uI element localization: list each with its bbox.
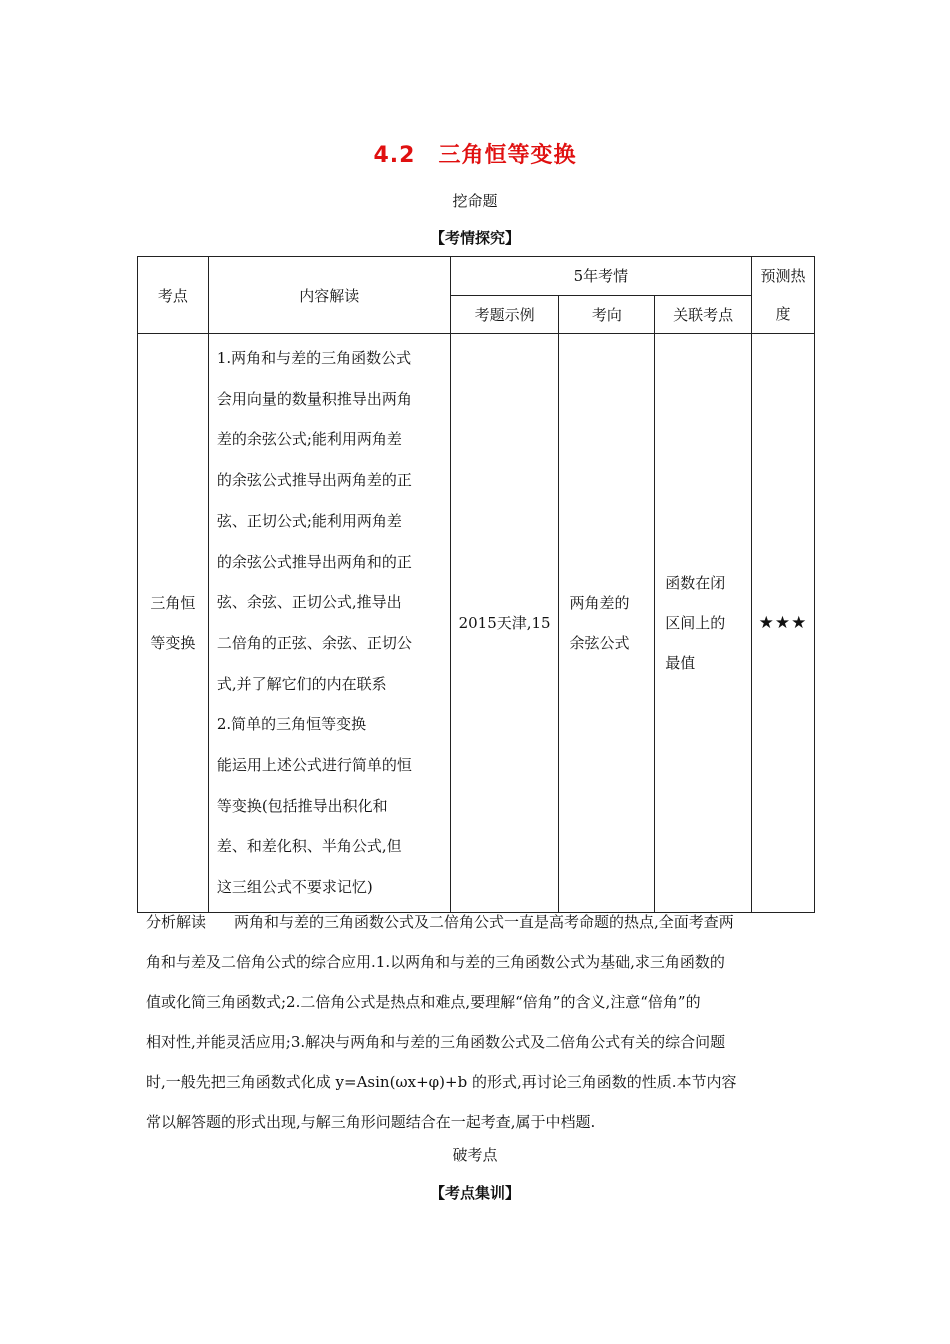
content-line: 1.两角和与差的三角函数公式 (216, 349, 412, 367)
analysis-line: 常以解答题的形式出现,与解三角形问题结合在一起考查,属于中档题. (146, 1113, 596, 1131)
content-line: 能运用上述公式进行简单的恒 (216, 756, 412, 775)
kaodian-line1: 三角恒 (150, 593, 196, 612)
header-forecast-line2: 度 (775, 305, 791, 323)
exam-analysis-table (137, 256, 815, 913)
content-line: 2.简单的三角恒等变换 (216, 715, 367, 734)
header-direction: 考向 (559, 295, 655, 334)
related-line1: 函数在闭 (665, 573, 726, 592)
related-line2: 区间上的 (665, 613, 726, 632)
content-line: 差、和差化积、半角公式,但 (216, 837, 402, 856)
analysis-line: 值或化简三角函数式;2.二倍角公式是热点和难点,要理解“倍角”的含义,注意“倍角”的 (146, 993, 701, 1011)
analysis-label: 分析解读 (146, 913, 207, 931)
subsection-heading-kaoqing: 【考情探究】 (429, 229, 520, 247)
content-line: 二倍角的正弦、余弦、正切公 (216, 633, 412, 652)
header-kaodian: 考点 (138, 257, 209, 334)
direction-line1: 两角差的 (569, 593, 630, 612)
direction-line2: 余弦公式 (569, 633, 630, 652)
content-line: 的余弦公式推导出两角差的正 (216, 471, 412, 490)
analysis-line: 角和与差及二倍角公式的综合应用.1.以两角和与差的三角函数公式为基础,求三角函数的 (146, 953, 725, 971)
related-line3: 最值 (665, 653, 696, 672)
kaodian-line2: 等变换 (150, 633, 196, 652)
page-title: 4.2 三角恒等变换 (373, 143, 577, 168)
analysis-paragraph (146, 902, 814, 1142)
analysis-line: 两角和与差的三角函数公式及二倍角公式一直是高考命题的热点,全面考查两 (234, 913, 734, 931)
header-neirong: 内容解读 (208, 257, 450, 334)
analysis-line: 时,一般先把三角函数式化成 y=Asin(ωx+φ)+b 的形式,再讨论三角函数的性质.本节内容 (146, 1073, 737, 1091)
header-forecast (752, 257, 815, 334)
header-five-year: 5年考情 (450, 257, 751, 296)
content-line: 式,并了解它们的内在联系 (216, 674, 387, 693)
section-heading-pokaodian: 破考点 (452, 1146, 498, 1164)
cell-related (655, 334, 752, 913)
cell-direction (559, 334, 655, 913)
content-line: 弦、正切公式;能利用两角差 (216, 511, 402, 530)
content-line: 的余弦公式推导出两角和的正 (216, 552, 412, 571)
content-line: 弦、余弦、正切公式,推导出 (216, 593, 402, 612)
content-line: 等变换(包括推导出积化和 (216, 796, 388, 815)
cell-kaodian (138, 334, 209, 913)
analysis-line-first (146, 902, 814, 942)
cell-content (208, 334, 450, 913)
content-line: 这三组公式不要求记忆) (216, 878, 373, 897)
header-related: 关联考点 (655, 295, 752, 334)
analysis-line: 相对性,并能灵活应用;3.解决与两角和与差的三角函数公式及二倍角公式有关的综合问题 (146, 1033, 726, 1051)
content-line: 差的余弦公式;能利用两角差 (216, 430, 402, 449)
table-row (138, 334, 815, 913)
content-line: 会用向量的数量积推导出两角 (216, 389, 412, 408)
subsection-heading-jixun: 【考点集训】 (429, 1184, 520, 1202)
cell-example: 2015天津,15 (450, 334, 559, 913)
section-heading-wamingti: 挖命题 (452, 192, 498, 210)
forecast-stars: ★★★ (752, 334, 815, 913)
header-forecast-line1: 预测热 (760, 267, 806, 285)
header-example: 考题示例 (450, 295, 559, 334)
